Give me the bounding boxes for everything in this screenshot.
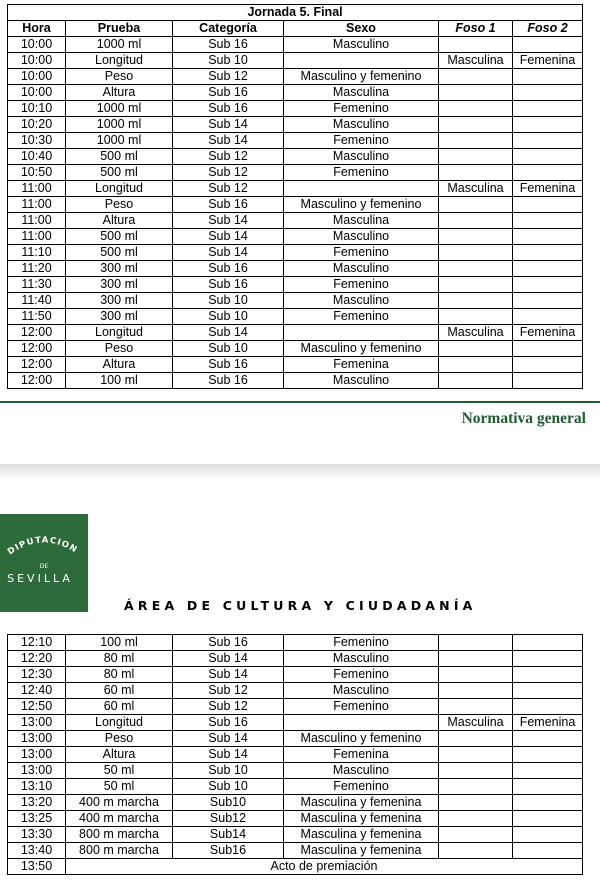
cell-categoria: Sub 14 xyxy=(173,325,284,341)
table-title-row xyxy=(8,5,583,21)
cell-hora: 11:40 xyxy=(8,293,66,309)
cell-categoria: Sub 12 xyxy=(173,683,284,699)
cell-sexo: Masculina y femenina xyxy=(284,795,439,811)
table-row xyxy=(8,683,583,699)
cell-categoria: Sub14 xyxy=(173,827,284,843)
cell-categoria: Sub 12 xyxy=(173,149,284,165)
cell-foso2 xyxy=(513,357,583,373)
table-row xyxy=(8,763,583,779)
table-row xyxy=(8,779,583,795)
cell-foso1 xyxy=(439,309,513,325)
cell-foso2: Femenina xyxy=(513,53,583,69)
table-row xyxy=(8,667,583,683)
table-row-ceremony xyxy=(8,859,583,875)
cell-categoria: Sub 16 xyxy=(173,37,284,53)
cell-foso1: Masculina xyxy=(439,325,513,341)
cell-categoria: Sub 16 xyxy=(173,197,284,213)
cell-hora: 12:00 xyxy=(8,373,66,389)
cell-foso1 xyxy=(439,779,513,795)
cell-foso1 xyxy=(439,213,513,229)
cell-foso1 xyxy=(439,277,513,293)
cell-prueba: Peso xyxy=(66,341,173,357)
cell-foso2 xyxy=(513,117,583,133)
cell-foso1 xyxy=(439,747,513,763)
diputacion-sevilla-logo xyxy=(0,514,88,612)
cell-sexo: Masculino xyxy=(284,149,439,165)
cell-sexo: Femenino xyxy=(284,133,439,149)
table-row xyxy=(8,37,583,53)
table-row xyxy=(8,101,583,117)
cell-sexo: Masculina y femenina xyxy=(284,827,439,843)
cell-categoria: Sub10 xyxy=(173,795,284,811)
cell-hora: 12:50 xyxy=(8,699,66,715)
cell-prueba: Peso xyxy=(66,69,173,85)
cell-prueba: Peso xyxy=(66,731,173,747)
cell-foso1 xyxy=(439,149,513,165)
cell-categoria: Sub 12 xyxy=(173,181,284,197)
cell-prueba: 300 ml xyxy=(66,309,173,325)
cell-foso2 xyxy=(513,843,583,859)
cell-foso1 xyxy=(439,373,513,389)
cell-prueba: Altura xyxy=(66,213,173,229)
cell-foso1 xyxy=(439,229,513,245)
cell-foso2 xyxy=(513,261,583,277)
table-row xyxy=(8,69,583,85)
table-row xyxy=(8,699,583,715)
cell-foso2: Femenina xyxy=(513,325,583,341)
cell-foso1 xyxy=(439,101,513,117)
cell-hora: 12:00 xyxy=(8,325,66,341)
cell-categoria: Sub 14 xyxy=(173,213,284,229)
cell-categoria: Sub 16 xyxy=(173,357,284,373)
cell-hora: 13:40 xyxy=(8,843,66,859)
cell-foso2 xyxy=(513,811,583,827)
cell-foso2 xyxy=(513,133,583,149)
cell-sexo: Masculina y femenina xyxy=(284,843,439,859)
cell-prueba: 60 ml xyxy=(66,699,173,715)
cell-prueba: 50 ml xyxy=(66,763,173,779)
cell-foso1 xyxy=(439,667,513,683)
cell-foso2 xyxy=(513,293,583,309)
table-row xyxy=(8,149,583,165)
cell-hora: 13:00 xyxy=(8,747,66,763)
cell-foso1 xyxy=(439,293,513,309)
cell-categoria: Sub 16 xyxy=(173,101,284,117)
cell-categoria: Sub 10 xyxy=(173,341,284,357)
header-sexo: Sexo xyxy=(284,21,439,37)
cell-foso2 xyxy=(513,101,583,117)
cell-foso1 xyxy=(439,69,513,85)
cell-foso2 xyxy=(513,341,583,357)
cell-foso2 xyxy=(513,635,583,651)
table-row xyxy=(8,117,583,133)
logo-line-1: DIPUTACION xyxy=(6,535,80,558)
cell-foso1: Masculina xyxy=(439,715,513,731)
header-categoria: Categoría xyxy=(173,21,284,37)
cell-foso2 xyxy=(513,373,583,389)
cell-prueba: 50 ml xyxy=(66,779,173,795)
cell-sexo: Femenino xyxy=(284,165,439,181)
cell-sexo: Femenino xyxy=(284,635,439,651)
table-row xyxy=(8,357,583,373)
cell-categoria: Sub 16 xyxy=(173,85,284,101)
cell-sexo: Masculino xyxy=(284,683,439,699)
cell-foso1 xyxy=(439,261,513,277)
header-prueba: Prueba xyxy=(66,21,173,37)
cell-hora: 10:50 xyxy=(8,165,66,181)
cell-hora: 11:20 xyxy=(8,261,66,277)
cell-sexo: Masculina xyxy=(284,85,439,101)
cell-foso1 xyxy=(439,795,513,811)
cell-foso2 xyxy=(513,651,583,667)
cell-prueba: Altura xyxy=(66,357,173,373)
table-header-row xyxy=(8,21,583,37)
cell-hora: 13:10 xyxy=(8,779,66,795)
cell-foso2 xyxy=(513,85,583,101)
cell-sexo: Masculino y femenino xyxy=(284,197,439,213)
cell-hora: 10:40 xyxy=(8,149,66,165)
table-row xyxy=(8,229,583,245)
svg-text:DIPUTACION xyxy=(6,535,79,557)
cell-prueba: 800 m marcha xyxy=(66,843,173,859)
cell-sexo: Masculino xyxy=(284,37,439,53)
logo-emblem-icon xyxy=(0,514,88,612)
cell-foso2 xyxy=(513,827,583,843)
cell-categoria: Sub 10 xyxy=(173,53,284,69)
cell-categoria: Sub 10 xyxy=(173,309,284,325)
cell-foso1 xyxy=(439,827,513,843)
cell-hora: 11:00 xyxy=(8,213,66,229)
cell-foso1: Masculina xyxy=(439,181,513,197)
cell-prueba: 500 ml xyxy=(66,229,173,245)
cell-categoria: Sub16 xyxy=(173,843,284,859)
cell-hora: 10:00 xyxy=(8,85,66,101)
table-row xyxy=(8,651,583,667)
table-body xyxy=(8,635,583,875)
cell-hora: 13:30 xyxy=(8,827,66,843)
cell-hora: 11:00 xyxy=(8,197,66,213)
table-row xyxy=(8,293,583,309)
cell-foso2 xyxy=(513,229,583,245)
cell-sexo: Masculino xyxy=(284,651,439,667)
cell-categoria: Sub 10 xyxy=(173,763,284,779)
cell-foso1 xyxy=(439,245,513,261)
cell-foso1 xyxy=(439,683,513,699)
header-foso-2: Foso 2 xyxy=(513,21,583,37)
table-row xyxy=(8,635,583,651)
cell-prueba: 400 m marcha xyxy=(66,811,173,827)
page-break xyxy=(0,464,600,480)
cell-categoria: Sub 14 xyxy=(173,245,284,261)
cell-sexo: Masculino xyxy=(284,763,439,779)
cell-foso1: Masculina xyxy=(439,53,513,69)
table-row xyxy=(8,731,583,747)
cell-categoria: Sub 16 xyxy=(173,261,284,277)
cell-sexo xyxy=(284,715,439,731)
cell-foso2 xyxy=(513,149,583,165)
jornada-title: Jornada 5. Final xyxy=(8,5,583,21)
table-row xyxy=(8,261,583,277)
schedule-table-jornada-5 xyxy=(7,4,583,389)
cell-sexo: Masculino y femenino xyxy=(284,69,439,85)
cell-prueba: 1000 ml xyxy=(66,37,173,53)
cell-categoria: Sub 14 xyxy=(173,133,284,149)
cell-categoria: Sub 14 xyxy=(173,117,284,133)
cell-hora: 10:00 xyxy=(8,37,66,53)
cell-sexo xyxy=(284,325,439,341)
cell-foso2 xyxy=(513,779,583,795)
cell-categoria: Sub 12 xyxy=(173,69,284,85)
cell-prueba: 80 ml xyxy=(66,667,173,683)
cell-foso2: Femenina xyxy=(513,181,583,197)
cell-prueba: 80 ml xyxy=(66,651,173,667)
cell-foso2 xyxy=(513,683,583,699)
cell-sexo: Femenina xyxy=(284,357,439,373)
logo-line-3: SEVILLA xyxy=(7,572,73,585)
cell-sexo: Femenino xyxy=(284,699,439,715)
cell-foso2 xyxy=(513,37,583,53)
cell-sexo xyxy=(284,181,439,197)
cell-prueba: Longitud xyxy=(66,53,173,69)
table-row xyxy=(8,181,583,197)
cell-hora: 10:20 xyxy=(8,117,66,133)
cell-prueba: 1000 ml xyxy=(66,133,173,149)
cell-foso2 xyxy=(513,763,583,779)
table-row xyxy=(8,213,583,229)
cell-prueba: 300 ml xyxy=(66,261,173,277)
table-row xyxy=(8,133,583,149)
cell-foso2 xyxy=(513,699,583,715)
cell-categoria: Sub 16 xyxy=(173,715,284,731)
cell-foso2: Femenina xyxy=(513,715,583,731)
table-row xyxy=(8,843,583,859)
cell-sexo xyxy=(284,53,439,69)
cell-sexo: Femenino xyxy=(284,779,439,795)
table-row xyxy=(8,53,583,69)
table-row xyxy=(8,277,583,293)
cell-categoria: Sub 12 xyxy=(173,165,284,181)
cell-hora: 13:20 xyxy=(8,795,66,811)
table-row xyxy=(8,373,583,389)
cell-sexo: Masculino y femenino xyxy=(284,731,439,747)
cell-hora: 10:00 xyxy=(8,69,66,85)
cell-prueba: Peso xyxy=(66,197,173,213)
table-body xyxy=(8,37,583,389)
cell-foso2 xyxy=(513,213,583,229)
cell-categoria: Sub 16 xyxy=(173,373,284,389)
cell-prueba: Altura xyxy=(66,747,173,763)
cell-prueba: Longitud xyxy=(66,181,173,197)
cell-prueba: Longitud xyxy=(66,715,173,731)
table-row xyxy=(8,85,583,101)
cell-foso2 xyxy=(513,245,583,261)
cell-prueba: Longitud xyxy=(66,325,173,341)
table-row xyxy=(8,165,583,181)
cell-hora: 10:30 xyxy=(8,133,66,149)
cell-hora: 13:00 xyxy=(8,763,66,779)
cell-hora: 12:40 xyxy=(8,683,66,699)
cell-sexo: Masculino xyxy=(284,117,439,133)
area-title: ÁREA DE CULTURA Y CIUDADANÍA xyxy=(124,598,477,613)
cell-hora: 11:10 xyxy=(8,245,66,261)
cell-hora: 11:30 xyxy=(8,277,66,293)
cell-categoria: Sub12 xyxy=(173,811,284,827)
cell-hora: 13:00 xyxy=(8,731,66,747)
table-row xyxy=(8,341,583,357)
cell-hora: 11:00 xyxy=(8,229,66,245)
cell-categoria: Sub 14 xyxy=(173,651,284,667)
cell-foso1 xyxy=(439,133,513,149)
cell-ceremony: Acto de premiación xyxy=(66,859,583,875)
cell-sexo: Masculino xyxy=(284,261,439,277)
cell-prueba: 300 ml xyxy=(66,277,173,293)
cell-foso1 xyxy=(439,699,513,715)
cell-foso1 xyxy=(439,37,513,53)
cell-sexo: Masculino y femenino xyxy=(284,341,439,357)
cell-prueba: 800 m marcha xyxy=(66,827,173,843)
cell-prueba: 400 m marcha xyxy=(66,795,173,811)
cell-sexo: Femenina xyxy=(284,747,439,763)
cell-hora: 13:50 xyxy=(8,859,66,875)
cell-hora: 12:20 xyxy=(8,651,66,667)
cell-prueba: 500 ml xyxy=(66,165,173,181)
cell-foso1 xyxy=(439,731,513,747)
cell-categoria: Sub 14 xyxy=(173,667,284,683)
cell-sexo: Masculino xyxy=(284,293,439,309)
cell-foso1 xyxy=(439,197,513,213)
cell-prueba: 100 ml xyxy=(66,373,173,389)
cell-categoria: Sub 10 xyxy=(173,779,284,795)
table-row xyxy=(8,197,583,213)
cell-foso2 xyxy=(513,197,583,213)
cell-categoria: Sub 12 xyxy=(173,699,284,715)
cell-prueba: 300 ml xyxy=(66,293,173,309)
cell-sexo: Masculino xyxy=(284,373,439,389)
cell-sexo: Masculina xyxy=(284,213,439,229)
cell-hora: 11:50 xyxy=(8,309,66,325)
header-hora: Hora xyxy=(8,21,66,37)
cell-prueba: 60 ml xyxy=(66,683,173,699)
cell-foso1 xyxy=(439,341,513,357)
cell-foso1 xyxy=(439,763,513,779)
cell-foso1 xyxy=(439,165,513,181)
cell-prueba: 500 ml xyxy=(66,245,173,261)
cell-foso2 xyxy=(513,277,583,293)
cell-foso2 xyxy=(513,69,583,85)
cell-foso1 xyxy=(439,117,513,133)
cell-sexo: Femenino xyxy=(284,277,439,293)
table-row xyxy=(8,795,583,811)
logo-line-2: DE xyxy=(39,563,49,570)
table-row xyxy=(8,309,583,325)
cell-prueba: Altura xyxy=(66,85,173,101)
cell-sexo: Femenino xyxy=(284,245,439,261)
cell-foso1 xyxy=(439,85,513,101)
cell-foso2 xyxy=(513,747,583,763)
cell-foso2 xyxy=(513,667,583,683)
cell-categoria: Sub 16 xyxy=(173,277,284,293)
cell-categoria: Sub 16 xyxy=(173,635,284,651)
table-row xyxy=(8,715,583,731)
cell-foso2 xyxy=(513,165,583,181)
cell-sexo: Masculino xyxy=(284,229,439,245)
cell-prueba: 100 ml xyxy=(66,635,173,651)
table-row xyxy=(8,811,583,827)
cell-foso1 xyxy=(439,357,513,373)
table-row xyxy=(8,827,583,843)
cell-sexo: Femenino xyxy=(284,309,439,325)
table-row xyxy=(8,245,583,261)
cell-sexo: Femenino xyxy=(284,101,439,117)
table-row xyxy=(8,747,583,763)
cell-categoria: Sub 14 xyxy=(173,229,284,245)
section-divider xyxy=(0,401,600,403)
cell-foso2 xyxy=(513,309,583,325)
cell-categoria: Sub 14 xyxy=(173,731,284,747)
cell-prueba: 500 ml xyxy=(66,149,173,165)
cell-hora: 12:10 xyxy=(8,635,66,651)
cell-hora: 13:25 xyxy=(8,811,66,827)
cell-foso2 xyxy=(513,795,583,811)
schedule-table-continued xyxy=(7,634,583,875)
cell-sexo: Femenino xyxy=(284,667,439,683)
table-row xyxy=(8,325,583,341)
cell-prueba: 1000 ml xyxy=(66,117,173,133)
section-title: Normativa general xyxy=(461,410,586,427)
cell-hora: 11:00 xyxy=(8,181,66,197)
cell-foso1 xyxy=(439,843,513,859)
cell-prueba: 1000 ml xyxy=(66,101,173,117)
cell-hora: 10:00 xyxy=(8,53,66,69)
cell-sexo: Masculina y femenina xyxy=(284,811,439,827)
cell-hora: 12:00 xyxy=(8,357,66,373)
cell-foso2 xyxy=(513,731,583,747)
cell-hora: 12:00 xyxy=(8,341,66,357)
cell-categoria: Sub 10 xyxy=(173,293,284,309)
cell-foso1 xyxy=(439,811,513,827)
header-foso-1: Foso 1 xyxy=(439,21,513,37)
cell-hora: 13:00 xyxy=(8,715,66,731)
cell-foso1 xyxy=(439,635,513,651)
cell-hora: 12:30 xyxy=(8,667,66,683)
cell-hora: 10:10 xyxy=(8,101,66,117)
cell-categoria: Sub 14 xyxy=(173,747,284,763)
cell-foso1 xyxy=(439,651,513,667)
